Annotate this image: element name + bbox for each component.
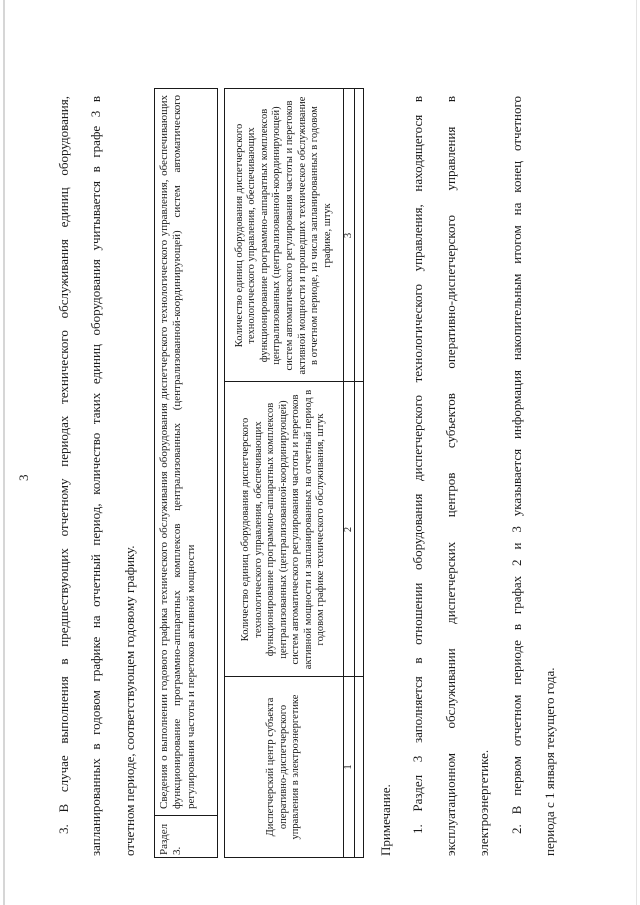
paragraph-3-line-1: 3. В случае выполнения в предшествующих отчетному периодах технического обслуживания единиц оборудования,: [56, 96, 71, 834]
rotated-page-content: [6, 36, 606, 896]
section-header-table: [154, 88, 218, 858]
note-item-1-line-2: эксплуатационном обслуживании диспетчерских центров субъектов оперативно-диспетчерского управления в: [443, 96, 458, 856]
table-header-col-3: Количество единиц оборудования диспетчерского технологического управления, обеспечивающих функционирование программно-аппаратных комплексов централизованных (централизованной-координирующей) систем автоматического регулирования частоты и перетоков активной мощности и прошедших техническое обслуживание в отчетном периоде, из числа запланированных в годовом графике, штук: [233, 96, 333, 375]
table-col-number-2: 2: [343, 526, 354, 533]
table-row-label: Диспетчерский центр субъекта оперативно-диспетчерского управления в электроэнергетике: [265, 694, 302, 840]
page-edge-left: [3, 0, 5, 905]
note-item-2-line-1: 2. В первом отчетном периоде в графах 2 и 3 указывается информация накопительным итогом на конец отчетного: [509, 96, 524, 834]
table-col-number-1: 1: [343, 764, 354, 770]
page-edge-right: [636, 0, 637, 905]
table-header-col-2: Количество единиц оборудования диспетчерского технологического управления, обеспечивающих функционирование программно-аппаратных комплексов централизованных (централизованной-координирующей) систем автоматического регулирования частоты и перетоков активной мощности и запланированных на отчетный период в годовом графике технического обслуживания, штук: [239, 389, 327, 670]
note-title: Примечание.: [378, 784, 393, 856]
page-number: 3: [16, 474, 31, 481]
table-col-number-3: 3: [343, 232, 354, 239]
section-label: Раздел 3.: [155, 815, 217, 857]
note-item-2-line-2: периода с 1 января текущего года.: [542, 667, 557, 856]
note-item-1-line-1: 1. Раздел 3 заполняется в отношении оборудования диспетчерского технологического управления, находящегося в: [410, 96, 425, 834]
section-title: Сведения о выполнении годового графика технического обслуживания оборудования диспетчерского технологического управления, обеспечивающих функционирование программно-аппаратных комплексов централизованных (централизованной-координирующей) систем автоматического регулирования частоты и перетоков активной мощности: [158, 95, 197, 809]
note-item-1-line-3: электроэнергетике.: [476, 749, 491, 856]
paragraph-3-line-2: запланированных в годовом графике на отчетный период, количество таких единиц оборудования учитывается в графе 3 в: [88, 96, 103, 856]
paragraph-3-line-3: отчетном периоде, соответствующем годовому графику.: [122, 545, 137, 856]
